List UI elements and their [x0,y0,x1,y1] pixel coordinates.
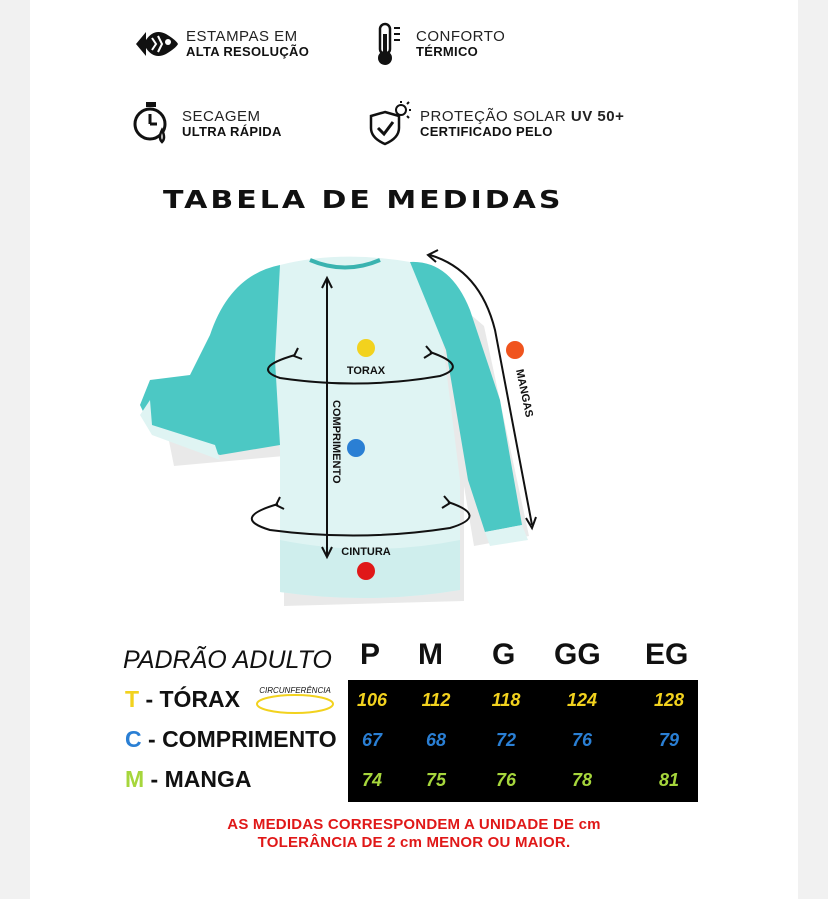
cell-manga-g: 76 [495,770,517,790]
feature-line2: ALTA RESOLUÇÃO [186,44,310,60]
waist-dot [357,562,375,580]
cell-torax-g: 118 [491,690,521,710]
circumference-label: CIRCUNFERÊNCIA [259,686,331,695]
size-header-m: M [418,638,443,671]
uv-rating: UV 50+ [570,107,625,125]
cell-manga-m: 75 [425,770,447,790]
cell-manga-gg: 78 [571,770,593,790]
row-label-manga [125,766,252,793]
size-header-p: P [360,638,381,671]
feature-thermal-comfort [362,20,505,68]
sleeve-label: MANGAS [513,368,535,419]
thermometer-icon [362,20,410,68]
cell-torax-p: 106 [356,690,388,710]
cell-manga-p: 74 [361,770,383,790]
cell-manga-eg: 81 [658,770,680,790]
row-letter: T [125,686,140,712]
size-header-g: G [492,638,516,671]
cell-comprimento-eg: 79 [658,730,680,750]
waist-label: CINTURA [341,546,391,558]
size-header-eg: EG [645,638,689,671]
row-letter: M [125,766,145,792]
cell-comprimento-gg: 76 [571,730,593,750]
cell-torax-gg: 124 [566,690,598,710]
size-chart-title: TABELA DE MEDIDAS [163,186,564,215]
feature-line2: TÉRMICO [416,44,479,60]
row-label-torax [125,686,240,713]
feature-line1-text: PROTEÇÃO SOLAR [420,107,567,125]
cell-torax-m: 112 [421,690,451,710]
chest-dot [357,339,375,357]
stopwatch-drop-icon [128,100,176,148]
feature-line1 [420,108,624,125]
fish-icon [132,20,180,68]
cell-torax-eg: 128 [653,690,685,710]
chest-label: TORAX [346,365,386,377]
feature-line1: ESTAMPAS EM [186,27,298,45]
row-label-text: - COMPRIMENTO [141,726,337,752]
sleeve-dot [506,341,524,359]
feature-uv-protection [366,100,624,148]
size-header-gg: GG [554,638,601,671]
cell-comprimento-g: 72 [495,730,517,750]
feature-line1: SECAGEM [182,107,261,125]
row-label-comprimento [125,726,337,753]
left-sleeve [140,265,280,455]
feature-prints [132,20,309,68]
length-dot [347,439,365,457]
feature-quick-dry [128,100,282,148]
row-letter: C [125,726,142,752]
footer-note-line1: AS MEDIDAS CORRESPONDEM A UNIDADE DE cm [227,816,601,833]
row-label-text: - MANGA [144,766,252,792]
table-header-label: PADRÃO ADULTO [123,646,332,674]
cell-comprimento-m: 68 [425,730,447,750]
sun-shield-icon [366,100,414,148]
circumference-badge [254,682,336,716]
feature-line2: ULTRA RÁPIDA [182,124,282,140]
footer-note-line2: TOLERÂNCIA DE 2 cm MENOR OU MAIOR. [257,834,571,851]
length-label: COMPRIMENTO [330,400,342,484]
cell-comprimento-p: 67 [361,730,383,750]
feature-line2: CERTIFICADO PELO [420,124,553,140]
row-label-text: - TÓRAX [139,686,241,712]
shirt-diagram [130,240,550,610]
feature-line1: CONFORTO [416,27,506,45]
